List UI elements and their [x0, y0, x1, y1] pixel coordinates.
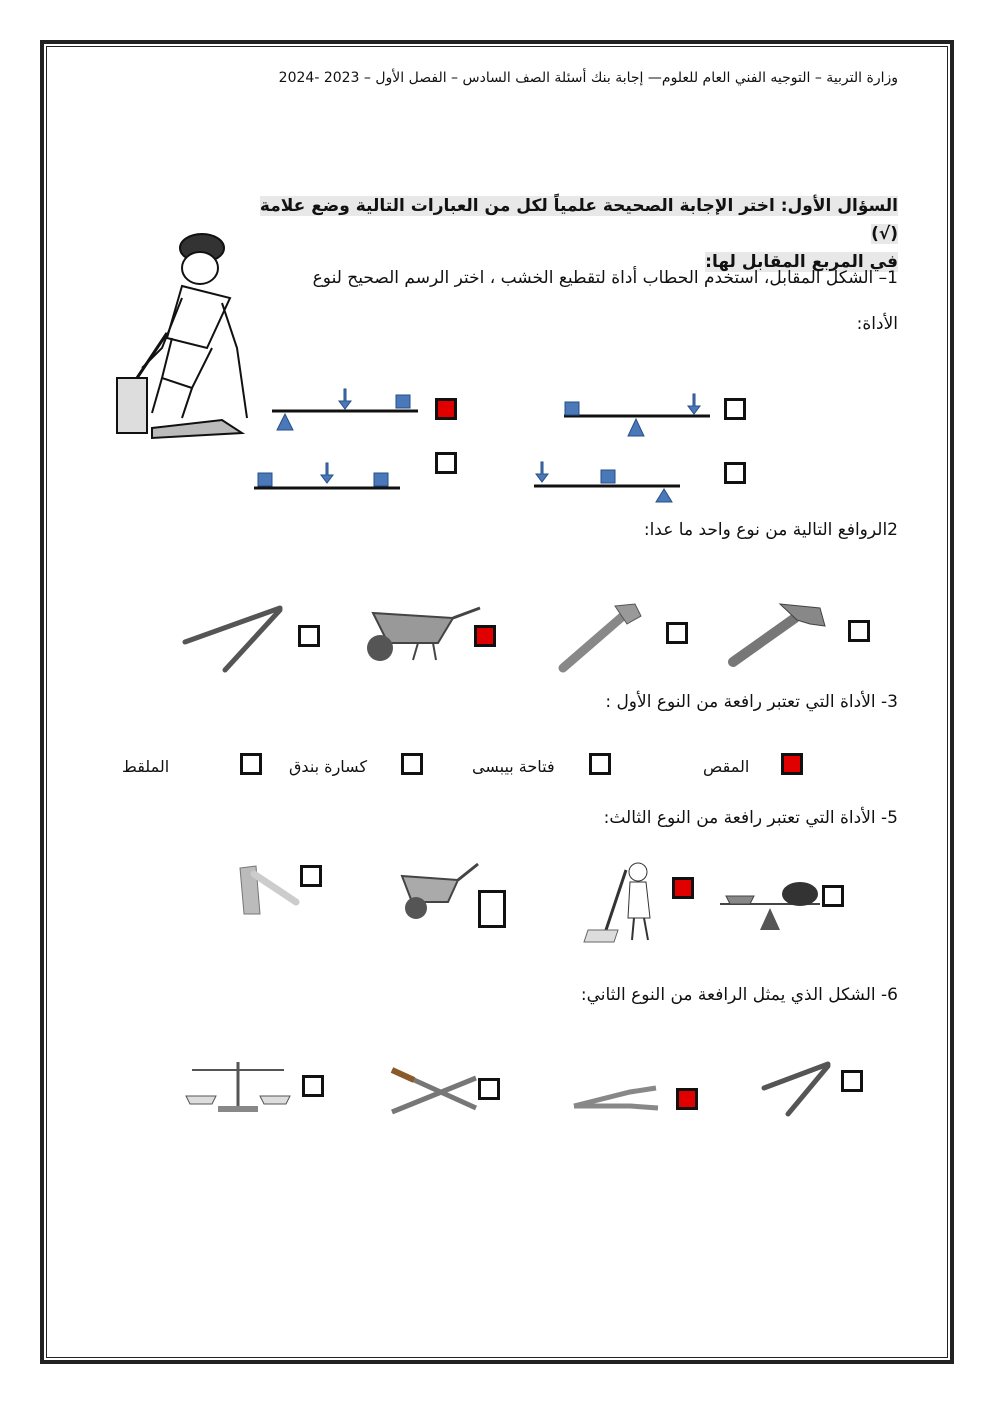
- wheelbarrow-icon: [358, 598, 483, 666]
- q1-text-line1: 1– الشكل المقابل، استخدم الحطاب أداة لتقطيع الخشب ، اختر الرسم الصحيح لنوع: [312, 268, 898, 288]
- q6-text: 6- الشكل الذي يمثل الرافعة من النوع الثاني:: [580, 985, 898, 1005]
- q1-text-line2: الأداة:: [856, 314, 898, 334]
- q3-option-bottle-opener-checkbox[interactable]: [589, 753, 611, 775]
- girl-sweeping-icon: [578, 858, 666, 948]
- q2-text: 2الروافع التالية من نوع واحد ما عدا:: [643, 520, 898, 540]
- tongs-icon: [180, 602, 290, 674]
- q2-option-wheelbarrow-checkbox[interactable]: [474, 625, 496, 647]
- balance-scale-icon: [716, 876, 824, 936]
- balance-scales-icon: [182, 1058, 296, 1114]
- q5-option-wheelbarrow-checkbox[interactable]: [478, 890, 506, 928]
- q3-option-scissors-checkbox[interactable]: [781, 753, 803, 775]
- hammer-icon: [725, 600, 830, 670]
- q5-option-opener-checkbox[interactable]: [300, 865, 322, 887]
- q3-text: 3- الأداة التي تعتبر رافعة من النوع الأول :: [605, 692, 898, 712]
- q3-option-nutcracker-label: كسارة بندق: [289, 757, 368, 776]
- q5-option-scale-checkbox[interactable]: [822, 885, 844, 907]
- q3-option-nutcracker-checkbox[interactable]: [401, 753, 423, 775]
- page-header: وزارة التربية – التوجيه الفني العام للعلوم— إجابة بنك أسئلة الصف السادس – الفصل الأول – 2023 -2024: [278, 70, 898, 86]
- q3-option-bottle-opener-label: فتاحة بيبسى: [472, 757, 555, 776]
- q5-text: 5- الأداة التي تعتبر رافعة من النوع الثالث:: [603, 808, 898, 828]
- tongs-small-icon: [760, 1060, 832, 1118]
- q6-option-shears-checkbox[interactable]: [478, 1078, 500, 1100]
- bottle-opener-icon: [232, 862, 300, 918]
- wrench-icon: [555, 602, 645, 674]
- q1-option-a-checkbox[interactable]: [435, 398, 457, 420]
- lever-option-a: [268, 385, 428, 435]
- woodcutter-illustration: [112, 228, 252, 440]
- wheelbarrow-small-icon: [398, 860, 480, 924]
- nutcracker-icon: [570, 1080, 662, 1116]
- question-title: [258, 192, 898, 276]
- lever-option-b: [560, 390, 720, 440]
- q3-option-tweezers-label: الملقط: [122, 757, 170, 776]
- q5-option-sweeping-checkbox[interactable]: [672, 877, 694, 899]
- hedge-shears-icon: [388, 1064, 480, 1118]
- q1-option-d-checkbox[interactable]: [724, 462, 746, 484]
- q1-option-b-checkbox[interactable]: [724, 398, 746, 420]
- lever-option-d: [530, 460, 690, 506]
- question-title-line2: في المربع المقابل لها:: [705, 252, 898, 272]
- q3-option-scissors-label: المقص: [703, 757, 750, 776]
- q2-option-hammer-checkbox[interactable]: [848, 620, 870, 642]
- q3-option-tweezers-checkbox[interactable]: [240, 753, 262, 775]
- q2-option-tongs-checkbox[interactable]: [298, 625, 320, 647]
- lever-option-c: [250, 460, 410, 496]
- q2-option-wrench-checkbox[interactable]: [666, 622, 688, 644]
- question-title-line1: السؤال الأول: اختر الإجابة الصحيحة علمياً لكل من العبارات التالية وضع علامة (√): [259, 196, 898, 244]
- q6-option-nutcracker-checkbox[interactable]: [676, 1088, 698, 1110]
- q1-option-c-checkbox[interactable]: [435, 452, 457, 474]
- q6-option-scale-checkbox[interactable]: [302, 1075, 324, 1097]
- q6-option-tongs-checkbox[interactable]: [841, 1070, 863, 1092]
